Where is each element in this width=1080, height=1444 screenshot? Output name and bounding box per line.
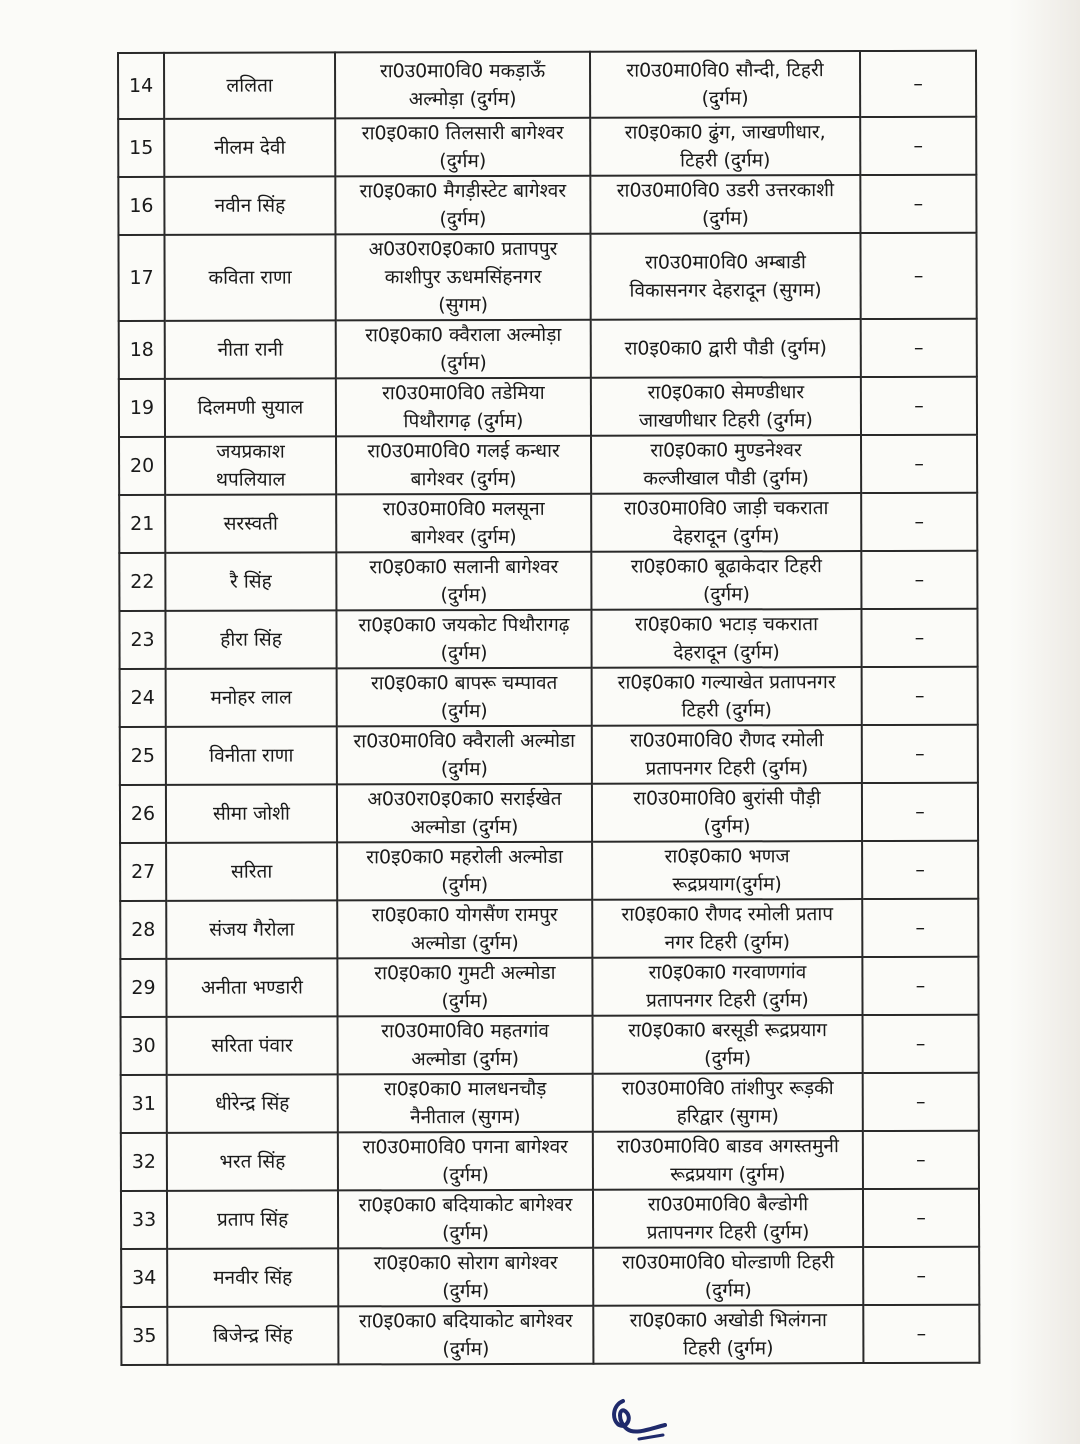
current-school-cell: [336, 494, 591, 553]
current-school-line: रा0इ0का0 बदियाकोट बागेश्वर: [358, 1193, 573, 1217]
serial-number-cell: 34: [121, 1249, 167, 1307]
transfer-school-line: रा0उ0मा0वि0 बैल्डोगी: [647, 1193, 809, 1216]
serial-number-cell: 30: [121, 1017, 167, 1075]
table-row: [120, 957, 978, 1017]
current-school-line: पिथौरागढ़ (दुर्गम): [403, 409, 524, 433]
transfer-school-cell: [593, 1015, 863, 1074]
current-school-cell: [336, 320, 591, 379]
table-row: [121, 1189, 979, 1249]
transfer-school-line: रा0इ0का0 मुण्डनेश्वर: [650, 439, 802, 462]
current-school-line: रा0इ0का0 सोराग बागेश्वर: [373, 1251, 558, 1275]
employee-name-line: नीता रानी: [217, 338, 284, 361]
remark-cell: –: [861, 435, 977, 493]
transfer-school-cell: [592, 783, 862, 842]
transfer-school-line: रा0उ0मा0वि0 घोल्डाणी टिहरी: [622, 1251, 835, 1274]
serial-number-cell: 14: [118, 53, 164, 119]
employee-name-cell: [167, 1248, 338, 1306]
current-school-line: (दुर्गम): [440, 642, 488, 665]
remark-cell: –: [861, 609, 977, 667]
transfer-school-line: रा0इ0का0 बूढाकेदार टिहरी: [630, 555, 822, 578]
transfer-school-line: (दुर्गम): [701, 87, 749, 110]
table-row: [118, 175, 976, 235]
employee-name-line: कविता राणा: [208, 266, 292, 289]
transfer-school-line: रा0इ0का0 बरसूडी रूद्रप्रयाग: [628, 1019, 827, 1042]
serial-number-cell: 25: [120, 727, 166, 785]
employee-name-cell: [164, 118, 335, 176]
signature-mark: [605, 1395, 685, 1444]
table-row: [121, 1247, 979, 1307]
serial-number-cell: 17: [118, 235, 164, 321]
employee-name-cell: [166, 668, 337, 726]
current-school-line: रा0उ0मा0वि0 पगना बागेश्वर: [362, 1135, 568, 1159]
employee-name-line: धीरेन्द्र सिंह: [215, 1092, 290, 1115]
transfer-school-line: रा0इ0का0 भटाड़ चकराता: [634, 613, 819, 636]
employee-name-line: दिलमणी सुयाल: [197, 396, 304, 419]
current-school-line: (दुर्गम): [439, 208, 487, 231]
serial-number-cell: 33: [121, 1191, 167, 1249]
employee-name-cell: [165, 378, 336, 436]
table-row: [119, 319, 977, 379]
transfer-school-line: हरिद्वार (सुगम): [676, 1105, 779, 1128]
serial-number-cell: 28: [120, 901, 166, 959]
table-row: [118, 51, 976, 119]
transfer-school-line: रा0उ0मा0वि0 जाड़ी चकराता: [623, 497, 829, 520]
transfer-school-cell: [590, 233, 860, 320]
transfer-school-line: जाखणीधार टिहरी (दुर्गम): [638, 409, 813, 432]
current-school-line: (दुर्गम): [441, 874, 489, 897]
transfer-school-cell: [593, 1189, 863, 1248]
current-school-line: (दुर्गम): [440, 700, 488, 723]
transfer-school-line: रा0इ0का0 अखोडी भिलंगना: [629, 1309, 827, 1332]
table-row: [120, 783, 978, 843]
transfer-school-line: रा0उ0मा0वि0 अम्बाडी: [645, 251, 806, 274]
transfer-school-line: रा0इ0का0 रौणद रमोली प्रताप: [621, 903, 834, 926]
serial-number-cell: 32: [121, 1133, 167, 1191]
transfer-school-cell: [591, 551, 861, 610]
serial-number-cell: 15: [118, 119, 164, 177]
transfer-school-cell: [590, 51, 860, 118]
table-row: [120, 899, 978, 959]
current-school-line: (दुर्गम): [440, 758, 488, 781]
transfer-school-cell: [592, 725, 862, 784]
remark-cell: –: [863, 1247, 979, 1305]
remark-cell: –: [860, 51, 976, 117]
employee-name-cell: [165, 320, 336, 378]
current-school-line: अल्मोड़ा (दुर्गम): [408, 87, 517, 111]
current-school-line: रा0उ0मा0वि0 तडेमिया: [382, 381, 545, 405]
current-school-line: अल्मोडा (दुर्गम): [411, 1047, 520, 1071]
transfer-school-line: (दुर्गम): [704, 1279, 752, 1302]
table-row: [118, 117, 976, 177]
current-school-cell: [336, 552, 591, 611]
employee-name-cell: [167, 1132, 338, 1190]
current-school-cell: [337, 668, 592, 727]
current-school-cell: [337, 958, 592, 1017]
employee-name-line: सीमा जोशी: [212, 802, 290, 825]
current-school-line: बागेश्वर (दुर्गम): [410, 467, 517, 491]
remark-cell: –: [862, 783, 978, 841]
serial-number-cell: 31: [121, 1075, 167, 1133]
current-school-cell: [336, 610, 591, 669]
serial-number-cell: 26: [120, 785, 166, 843]
page-edge-shadow: [1010, 0, 1080, 1444]
employee-name-line: सरिता पंवार: [211, 1034, 293, 1057]
current-school-line: रा0इ0का0 गुमटी अल्मोडा: [374, 961, 556, 985]
current-school-cell: [335, 234, 590, 321]
current-school-line: काशीपुर ऊधमसिंहनगर: [384, 265, 542, 289]
remark-cell: –: [862, 725, 978, 783]
current-school-cell: [338, 1132, 593, 1191]
transfer-school-cell: [593, 1247, 863, 1306]
transfer-school-cell: [592, 957, 862, 1016]
current-school-cell: [335, 118, 590, 177]
employee-name-cell: [166, 900, 337, 958]
current-school-line: रा0उ0मा0वि0 मलसूना: [382, 497, 545, 521]
transfer-school-line: रा0इ0का0 सेमण्डीधार: [647, 381, 805, 404]
remark-cell: –: [861, 493, 977, 551]
current-school-line: रा0उ0मा0वि0 मकड़ाऊँ: [379, 59, 546, 83]
employee-name-line: प्रताप सिंह: [216, 1208, 289, 1231]
employee-name-cell: [166, 842, 337, 900]
employee-name-cell: [164, 234, 335, 320]
serial-number-cell: 22: [119, 553, 165, 611]
transfer-school-line: प्रतापनगर टिहरी (दुर्गम): [646, 989, 809, 1012]
current-school-line: (सुगम): [438, 294, 489, 317]
employee-name-cell: [165, 436, 336, 494]
table-row: [119, 377, 977, 437]
remark-cell: –: [860, 117, 976, 175]
transfer-school-cell: [592, 667, 862, 726]
current-school-line: रा0इ0का0 मालधनचौड़: [383, 1077, 547, 1101]
current-school-cell: [336, 436, 591, 495]
remark-cell: –: [862, 667, 978, 725]
remark-cell: –: [861, 319, 977, 377]
current-school-line: रा0इ0का0 मैगड़ीस्टेट बागेश्वर: [359, 179, 567, 203]
current-school-line: रा0इ0का0 क्वैराला अल्मोड़ा: [365, 323, 562, 347]
employee-name-cell: [164, 176, 335, 234]
employee-name-line: विनीता राणा: [209, 744, 294, 767]
serial-number-cell: 23: [119, 611, 165, 669]
current-school-line: नैनीताल (सुगम): [410, 1105, 521, 1129]
employee-name-cell: [167, 1074, 338, 1132]
transfer-school-line: प्रतापनगर टिहरी (दुर्गम): [645, 757, 809, 780]
employee-name-cell: [164, 52, 335, 118]
table-row: [120, 841, 978, 901]
serial-number-cell: 29: [120, 959, 166, 1017]
employee-name-cell: [167, 1306, 338, 1364]
transfer-school-line: रा0उ0मा0वि0 सौन्दी, टिहरी: [626, 59, 824, 82]
current-school-line: रा0इ0का0 महरोली अल्मोडा: [366, 845, 563, 869]
remark-cell: –: [863, 1015, 979, 1073]
employee-name-cell: [167, 1190, 338, 1248]
transfer-school-line: रा0उ0मा0वि0 बुरांसी पौड़ी: [633, 787, 821, 810]
employee-name-cell: [166, 784, 337, 842]
current-school-line: (दुर्गम): [440, 584, 488, 607]
transfer-school-line: (दुर्गम): [701, 207, 749, 230]
employee-name-line: जयप्रकाश: [216, 440, 285, 463]
transfer-school-line: रा0इ0का0 गरवाणगांव: [648, 961, 807, 984]
current-school-line: (दुर्गम): [442, 1222, 490, 1245]
employee-name-cell: [165, 552, 336, 610]
employee-name-line: नीलम देवी: [214, 136, 286, 159]
transfer-school-cell: [591, 493, 861, 552]
table-row: [120, 667, 978, 727]
current-school-line: बागेश्वर (दुर्गम): [410, 525, 517, 549]
transfer-table: [117, 50, 980, 1366]
remark-cell: –: [863, 1305, 979, 1363]
employee-name-line: संजय गैरोला: [209, 918, 295, 941]
transfer-school-line: रा0उ0मा0वि0 रौणद रमोली: [629, 729, 824, 752]
transfer-school-line: रा0उ0मा0वि0 उडरी उत्तरकाशी: [616, 179, 835, 202]
table-row: [119, 435, 977, 495]
transfer-school-cell: [590, 175, 860, 234]
employee-name-line: नवीन सिंह: [214, 194, 286, 217]
table-row: [121, 1131, 979, 1191]
current-school-cell: [337, 784, 592, 843]
transfer-school-line: प्रतापनगर टिहरी (दुर्गम): [646, 1221, 810, 1244]
serial-number-cell: 21: [119, 495, 165, 553]
transfer-school-cell: [593, 1073, 863, 1132]
transfer-school-line: कल्जीखाल पौडी (दुर्गम): [643, 467, 809, 490]
current-school-line: रा0इ0का0 बापरू चम्पावत: [370, 671, 558, 695]
employee-name-line: बिजेन्द्र सिंह: [212, 1324, 293, 1347]
current-school-cell: [338, 1016, 593, 1075]
employee-name-cell: [166, 958, 337, 1016]
transfer-school-cell: [593, 1131, 863, 1190]
current-school-line: रा0उ0मा0वि0 महतगांव: [381, 1019, 549, 1043]
serial-number-cell: 19: [119, 379, 165, 437]
current-school-line: (दुर्गम): [441, 1164, 489, 1187]
current-school-line: रा0इ0का0 योगसैंण रामपुर: [371, 903, 558, 927]
employee-name-cell: [165, 494, 336, 552]
transfer-school-cell: [591, 377, 861, 436]
transfer-school-line: नगर टिहरी (दुर्गम): [664, 931, 791, 954]
transfer-school-line: रा0इ0का0 गल्याखेत प्रतापनगर: [617, 671, 836, 694]
remark-cell: –: [862, 899, 978, 957]
current-school-line: (दुर्गम): [442, 1280, 490, 1303]
transfer-school-line: (दुर्गम): [702, 583, 750, 606]
transfer-school-line: रूद्रप्रयाग(दुर्गम): [672, 873, 782, 896]
remark-cell: –: [863, 1073, 979, 1131]
remark-cell: –: [860, 175, 976, 233]
serial-number-cell: 16: [118, 177, 164, 235]
current-school-line: (दुर्गम): [439, 150, 487, 173]
table-row: [119, 551, 977, 611]
employee-name-line: मनोहर लाल: [210, 686, 292, 709]
transfer-school-line: (दुर्गम): [704, 1047, 752, 1070]
remark-cell: –: [861, 377, 977, 435]
employee-name-cell: [166, 726, 337, 784]
current-school-line: रा0इ0का0 बदियाकोट बागेश्वर: [358, 1309, 573, 1333]
serial-number-cell: 18: [119, 321, 165, 379]
table-row: [120, 725, 978, 785]
transfer-school-line: देहरादून (दुर्गम): [672, 525, 780, 548]
transfer-school-line: टिहरी (दुर्गम): [680, 149, 771, 172]
employee-name-line: अनीता भण्डारी: [200, 976, 303, 999]
table-body: [118, 51, 979, 1365]
transfer-school-line: रा0उ0मा0वि0 बाडव अगस्तमुनी: [616, 1135, 839, 1158]
current-school-cell: [335, 176, 590, 235]
current-school-cell: [336, 378, 591, 437]
current-school-cell: [337, 900, 592, 959]
transfer-school-line: रा0इ0का0 ढुंग, जाखणीधार,: [624, 121, 826, 144]
transfer-school-cell: [593, 1305, 863, 1364]
current-school-line: रा0उ0मा0वि0 गलई कन्धार: [367, 439, 560, 463]
transfer-school-line: रा0इ0का0 द्वारी पौडी (दुर्गम): [624, 337, 827, 360]
current-school-line: रा0इ0का0 सलानी बागेश्वर: [369, 555, 559, 579]
current-school-line: अल्मोडा (दुर्गम): [410, 931, 519, 955]
current-school-line: अ0उ0रा0इ0का0 सराईखेत: [367, 787, 562, 811]
transfer-school-line: रा0उ0मा0वि0 तांशीपुर रूड़की: [621, 1077, 834, 1100]
employee-name-line: रै सिंह: [230, 570, 272, 593]
serial-number-cell: 20: [119, 437, 165, 495]
serial-number-cell: 27: [120, 843, 166, 901]
table-row: [121, 1073, 979, 1133]
table-row: [119, 493, 977, 553]
employee-name-cell: [165, 610, 336, 668]
remark-cell: –: [861, 551, 977, 609]
current-school-cell: [335, 52, 590, 119]
employee-name-line: थपलियाल: [215, 468, 286, 491]
current-school-line: अल्मोडा (दुर्गम): [410, 815, 519, 839]
serial-number-cell: 35: [121, 1307, 167, 1365]
transfer-school-cell: [592, 841, 862, 900]
current-school-line: रा0इ0का0 जयकोट पिथौरागढ़: [358, 613, 570, 637]
transfer-school-line: विकासनगर देहरादून (सुगम): [629, 279, 822, 302]
transfer-school-cell: [591, 319, 861, 378]
current-school-line: रा0इ0का0 तिलसारी बागेश्वर: [361, 121, 564, 145]
transfer-school-cell: [590, 117, 860, 176]
current-school-cell: [337, 726, 592, 785]
transfer-school-line: रूद्रप्रयाग (दुर्गम): [670, 1163, 786, 1186]
employee-name-line: ललिता: [226, 74, 273, 97]
remark-cell: –: [862, 957, 978, 1015]
current-school-cell: [338, 1190, 593, 1249]
current-school-cell: [338, 1248, 593, 1307]
employee-name-line: हीरा सिंह: [220, 628, 282, 651]
transfer-school-cell: [592, 899, 862, 958]
employee-name-line: भरत सिंह: [219, 1150, 286, 1173]
current-school-cell: [338, 1306, 593, 1365]
current-school-line: (दुर्गम): [439, 352, 487, 375]
transfer-school-line: (दुर्गम): [703, 815, 751, 838]
employee-name-line: सरिता: [230, 860, 273, 883]
transfer-school-cell: [591, 435, 861, 494]
employee-name-cell: [167, 1016, 338, 1074]
transfer-school-line: टिहरी (दुर्गम): [683, 1337, 774, 1360]
employee-name-line: सरस्वती: [223, 512, 278, 535]
table-row: [121, 1015, 979, 1075]
current-school-line: अ0उ0रा0इ0का0 प्रतापपुर: [368, 237, 558, 261]
current-school-line: रा0उ0मा0वि0 क्वैराली अल्मोडा: [353, 729, 576, 753]
remark-cell: –: [860, 233, 976, 319]
current-school-line: (दुर्गम): [441, 990, 489, 1013]
transfer-school-line: देहरादून (दुर्गम): [673, 641, 780, 664]
table-row: [118, 233, 976, 321]
remark-cell: –: [863, 1131, 979, 1189]
transfer-school-line: टिहरी (दुर्गम): [681, 699, 772, 722]
current-school-cell: [337, 842, 592, 901]
table-row: [121, 1305, 979, 1365]
remark-cell: –: [863, 1189, 979, 1247]
serial-number-cell: 24: [120, 669, 166, 727]
current-school-cell: [338, 1074, 593, 1133]
employee-name-line: मनवीर सिंह: [213, 1266, 293, 1289]
transfer-school-cell: [591, 609, 861, 668]
remark-cell: –: [862, 841, 978, 899]
transfer-school-line: रा0इ0का0 भणज: [664, 845, 790, 868]
current-school-line: (दुर्गम): [442, 1338, 490, 1361]
table-row: [119, 609, 977, 669]
